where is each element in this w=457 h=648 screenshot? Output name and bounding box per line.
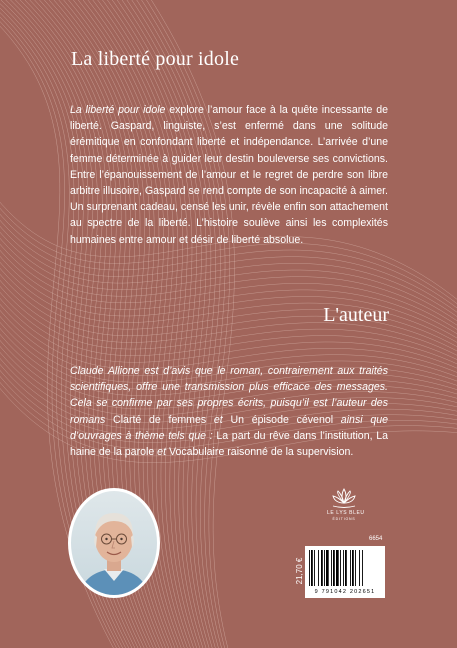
barcode-bar [352,550,354,586]
publisher-logo [327,487,365,521]
author-portrait [71,491,157,595]
barcode-bar [359,550,360,586]
lotus-icon [329,487,359,509]
barcode-bar [345,550,347,586]
barcode-bar [321,550,323,586]
barcode-bar [331,550,332,586]
synopsis [70,102,388,248]
barcode-bar [340,550,341,586]
barcode [305,546,385,598]
bio-work-1: Clarté de femmes [113,413,207,426]
barcode-bar [333,550,335,586]
bio-text-2: et [206,413,231,426]
barcode-bar [350,550,351,586]
barcode-bar [326,550,329,586]
barcode-bar [318,550,319,586]
synopsis-text: explore l’amour face à la quête incessante de liberté. Gaspard, linguiste, s’est enfermé dans une solitude érémitique en confondant liberté et indépendance. L’arrivée d’une femme déterminée à guider leur destin bouleverse ses convictions. Entre l’épanouissement de l’amour et le regret de perdre son libre arbitre illusoire, Gaspard se rend compte de son incapacité à aimer. Un surprenant cadeau, censé les unir, révèle enfin son attachement au spectre de la liberté. L’histoire soulève ainsi les complexités humaines entre amour et désir de liberté absolue. [70,104,388,246]
bio-work-4: Vocabulaire raisonné de la supervision. [168,446,354,459]
isbn-digits: 9 791042 202651 [314,589,376,595]
book-title: La liberté pour idole [71,48,240,70]
price: 21,70 € [294,557,304,585]
bio-text-4: et [154,446,169,459]
barcode-bar [343,550,344,586]
barcode-bar [309,550,310,586]
author-heading: L'auteur [323,304,389,326]
barcode-bar [336,550,339,586]
bio-work-2: Un épisode cévenol [230,413,334,426]
barcode-bar [324,550,325,586]
wave-line [0,286,457,374]
barcode-bar [355,550,356,586]
barcode-bar [311,550,313,586]
bio-work-3: La part du rêve dans l’institution, La haine de la parole [70,429,388,459]
publisher-name: LE LYS BLEU [327,510,365,516]
publisher-subtitle: ÉDITIONS [332,517,356,521]
author-photo [71,491,157,595]
author-bio [70,363,388,460]
barcode-bars [309,550,381,586]
bio-text-1: Claude Allione est d’avis que le roman, contrairement aux traités scientifiques, offre une transmission plus efficace des messages. Cela se confirme par ses propres écrits, puisqu’il est l’auteur des romans [70,365,388,426]
barcode-bar [314,550,315,586]
barcode-bar [362,550,363,586]
book-code: 6654 [369,536,383,542]
synopsis-title: La liberté pour idole [70,104,166,116]
bio-text-3: ainsi que d’ouvrages à thème tels que : [70,413,388,442]
